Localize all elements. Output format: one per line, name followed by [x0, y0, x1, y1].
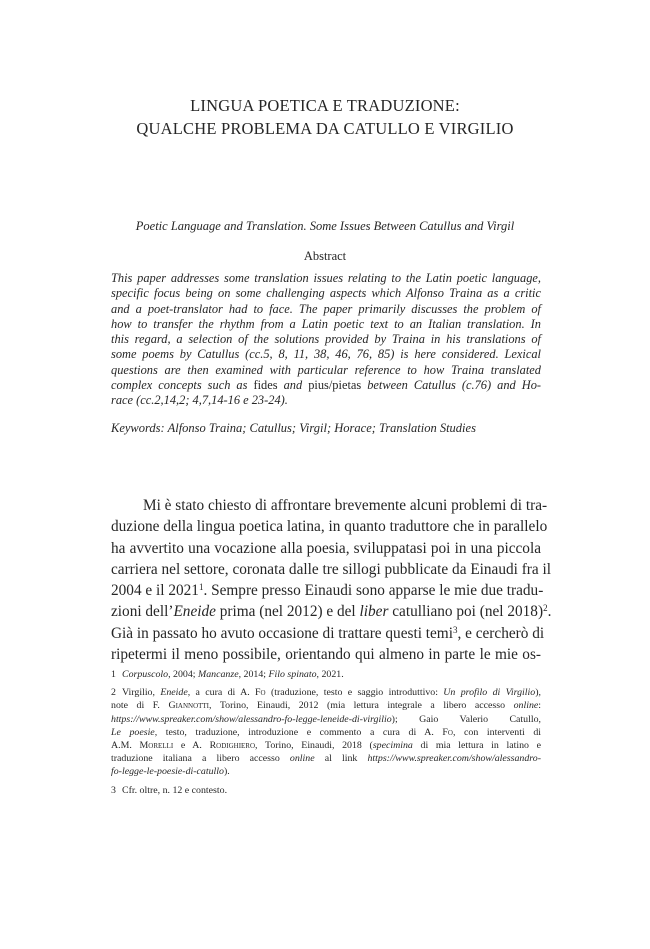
url-link[interactable]: https://www.spreaker.com/show/alessandro-fo-legge-leneide-di-virgilio: [111, 713, 392, 725]
title-line-1: LINGUA POETICA E TRADUZIONE:: [190, 96, 460, 115]
abstract-line: this regard, a selection of the solutions provided by Traina in his translations of: [111, 332, 541, 347]
liber-word: liber: [359, 603, 389, 621]
note-fragment: , a cura di A.: [187, 687, 256, 699]
book-title: Eneide: [160, 687, 188, 699]
abstract-fragment: complex concepts such as: [111, 378, 254, 393]
note-fragment: ); Gaio Valerio Catullo,: [391, 713, 541, 725]
paper-title: [110, 94, 540, 140]
footnote-ref-2[interactable]: 2: [543, 603, 548, 614]
note-line: [111, 726, 541, 739]
eneide-title: Eneide: [173, 603, 216, 621]
book-title: Le poesie: [111, 726, 155, 738]
url-link[interactable]: fo-legge-le-poesie-di-catullo: [111, 766, 224, 778]
note-fragment: online: [289, 753, 315, 765]
abstract-line: and a poet-translator had to face. The paper primarily discusses the problem of: [111, 301, 541, 316]
keywords: Keywords: Alfonso Traina; Catullus; Virgil; Horace; Translation Studies: [111, 421, 476, 435]
note-line: [111, 765, 541, 778]
note-fragment: e A.: [173, 740, 210, 752]
body-text: [111, 495, 552, 665]
body-fragment: prima (nel 2012) e del: [215, 603, 360, 621]
note-fragment: al link: [314, 753, 368, 765]
abstract-heading: Abstract: [303, 249, 347, 263]
latin-term-pietas: pius/pietas: [308, 378, 362, 393]
footnotes: [111, 668, 541, 802]
footnote-number: 3: [111, 784, 116, 796]
author-name: Fo: [442, 726, 453, 738]
note-fragment: ),: [535, 687, 541, 699]
body-fragment: 2004 e il 2021: [111, 582, 199, 600]
url-link[interactable]: https://www.spreaker.com/show/alessandro-: [367, 753, 541, 765]
body-fragment: . Sempre presso Einaudi sono apparse le mie due tradu-: [203, 582, 544, 600]
body-fragment: zioni dell’: [111, 603, 174, 621]
note-fragment: , testo, traduzione, introduzione e commento a cura di A.: [154, 726, 443, 738]
body-fragment: catulliano poi (nel 2018): [388, 603, 544, 621]
author-name: Morelli: [139, 740, 174, 752]
footnote-ref-1[interactable]: 1: [198, 582, 204, 593]
note-fragment: (traduzione, testo e saggio introduttivo:: [265, 687, 444, 699]
note-fragment: , 2021.: [316, 669, 344, 680]
note-fragment: , con interventi di: [452, 726, 542, 738]
abstract-line: questions are then examined with particular reference to how Traina translated: [111, 362, 541, 377]
note-fragment: :: [538, 700, 542, 712]
footnote-2: [111, 686, 541, 778]
book-title: Mancanze: [198, 669, 239, 680]
footnote-number: 1: [111, 669, 116, 680]
title-line-2: QUALCHE PROBLEMA DA CATULLO E VIRGILIO: [136, 119, 514, 138]
note-fragment: note di F.: [111, 700, 169, 712]
english-title: Poetic Language and Translation. Some Issues Between Catullus and Virgil: [135, 219, 515, 233]
note-fragment: ).: [223, 766, 230, 778]
note-fragment: , 2004;: [168, 669, 198, 680]
note-fragment: , Torino, Einaudi, 2018 (: [255, 740, 373, 752]
abstract-fragment: and: [277, 378, 309, 393]
book-title: Filo spinato: [268, 669, 317, 680]
book-title: Un profilo di Virgilio: [443, 687, 536, 699]
body-line: duzione della lingua poetica latina, in quanto traduttore che in parallelo: [111, 518, 548, 536]
body-fragment: .: [547, 603, 552, 621]
note-fragment: Virgilio,: [122, 687, 161, 699]
body-line: [111, 623, 545, 644]
body-fragment: Già in passato ho avuto occasione di trattare questi temi: [111, 624, 453, 642]
body-line: ripetermi il meno possibile, orientando qui almeno in parte le mie os-: [111, 646, 541, 664]
author-name: Rodighiero: [209, 740, 256, 752]
note-fragment: specimina: [372, 740, 413, 752]
note-fragment: A.M.: [111, 740, 140, 752]
body-line: carriera nel settore, coronata dalle tre sillogi pubblicate da Einaudi fra il: [111, 560, 552, 578]
note-line: [111, 752, 541, 765]
note-line: [111, 686, 541, 699]
abstract-line: some poems by Catullus (cc.5, 8, 11, 38, 46, 76, 85) is here considered. Lexical: [111, 347, 541, 362]
note-fragment: , Torino, Einaudi, 2012 (mia lettura integrale a libero accesso: [209, 700, 514, 712]
note-fragment: , 2014;: [238, 669, 269, 680]
footnote-ref-3[interactable]: 3: [452, 624, 458, 635]
footnote-number: 2: [111, 687, 116, 699]
latin-term-fides: fides: [253, 378, 278, 393]
abstract-line: [111, 378, 541, 393]
note-line: [111, 739, 541, 752]
author-name: Fo: [255, 687, 266, 699]
footnote-3: [111, 784, 541, 797]
abstract-text: [111, 271, 541, 409]
author-name: Giannotti: [168, 700, 210, 712]
abstract-line: specific focus being on some challenging aspects which Alfonso Traina as a critic: [111, 286, 541, 301]
body-line: Mi è stato chiesto di affrontare brevemente alcuni problemi di tra-: [143, 497, 548, 514]
body-line: ha avvertito una vocazione alla poesia, sviluppatasi poi in una piccola: [111, 539, 541, 557]
book-title: Corpuscolo: [122, 669, 169, 680]
note-line: [111, 713, 541, 726]
note-fragment: traduzione italiana a libero accesso: [111, 753, 290, 765]
note-fragment: online: [513, 700, 539, 712]
footnote-1: [111, 668, 541, 681]
body-line: [111, 601, 552, 622]
body-fragment: , e cercherò di: [457, 624, 545, 642]
abstract-fragment: between Catullus (c.76) and Ho-: [361, 378, 542, 393]
note-line: [111, 699, 541, 712]
note-text: Cfr. oltre, n. 12 e contesto.: [122, 784, 228, 796]
note-fragment: di mia lettura in latino e: [412, 740, 542, 752]
body-line: [111, 580, 544, 601]
abstract-line: how to transfer the rhythm from a Latin poetic text to an Italian translation. In: [111, 316, 541, 331]
abstract-line: This paper addresses some translation issues relating to the Latin poetic language,: [111, 271, 541, 285]
abstract-line: race (cc.2,14,2; 4,7,14-16 e 23-24).: [111, 393, 288, 408]
